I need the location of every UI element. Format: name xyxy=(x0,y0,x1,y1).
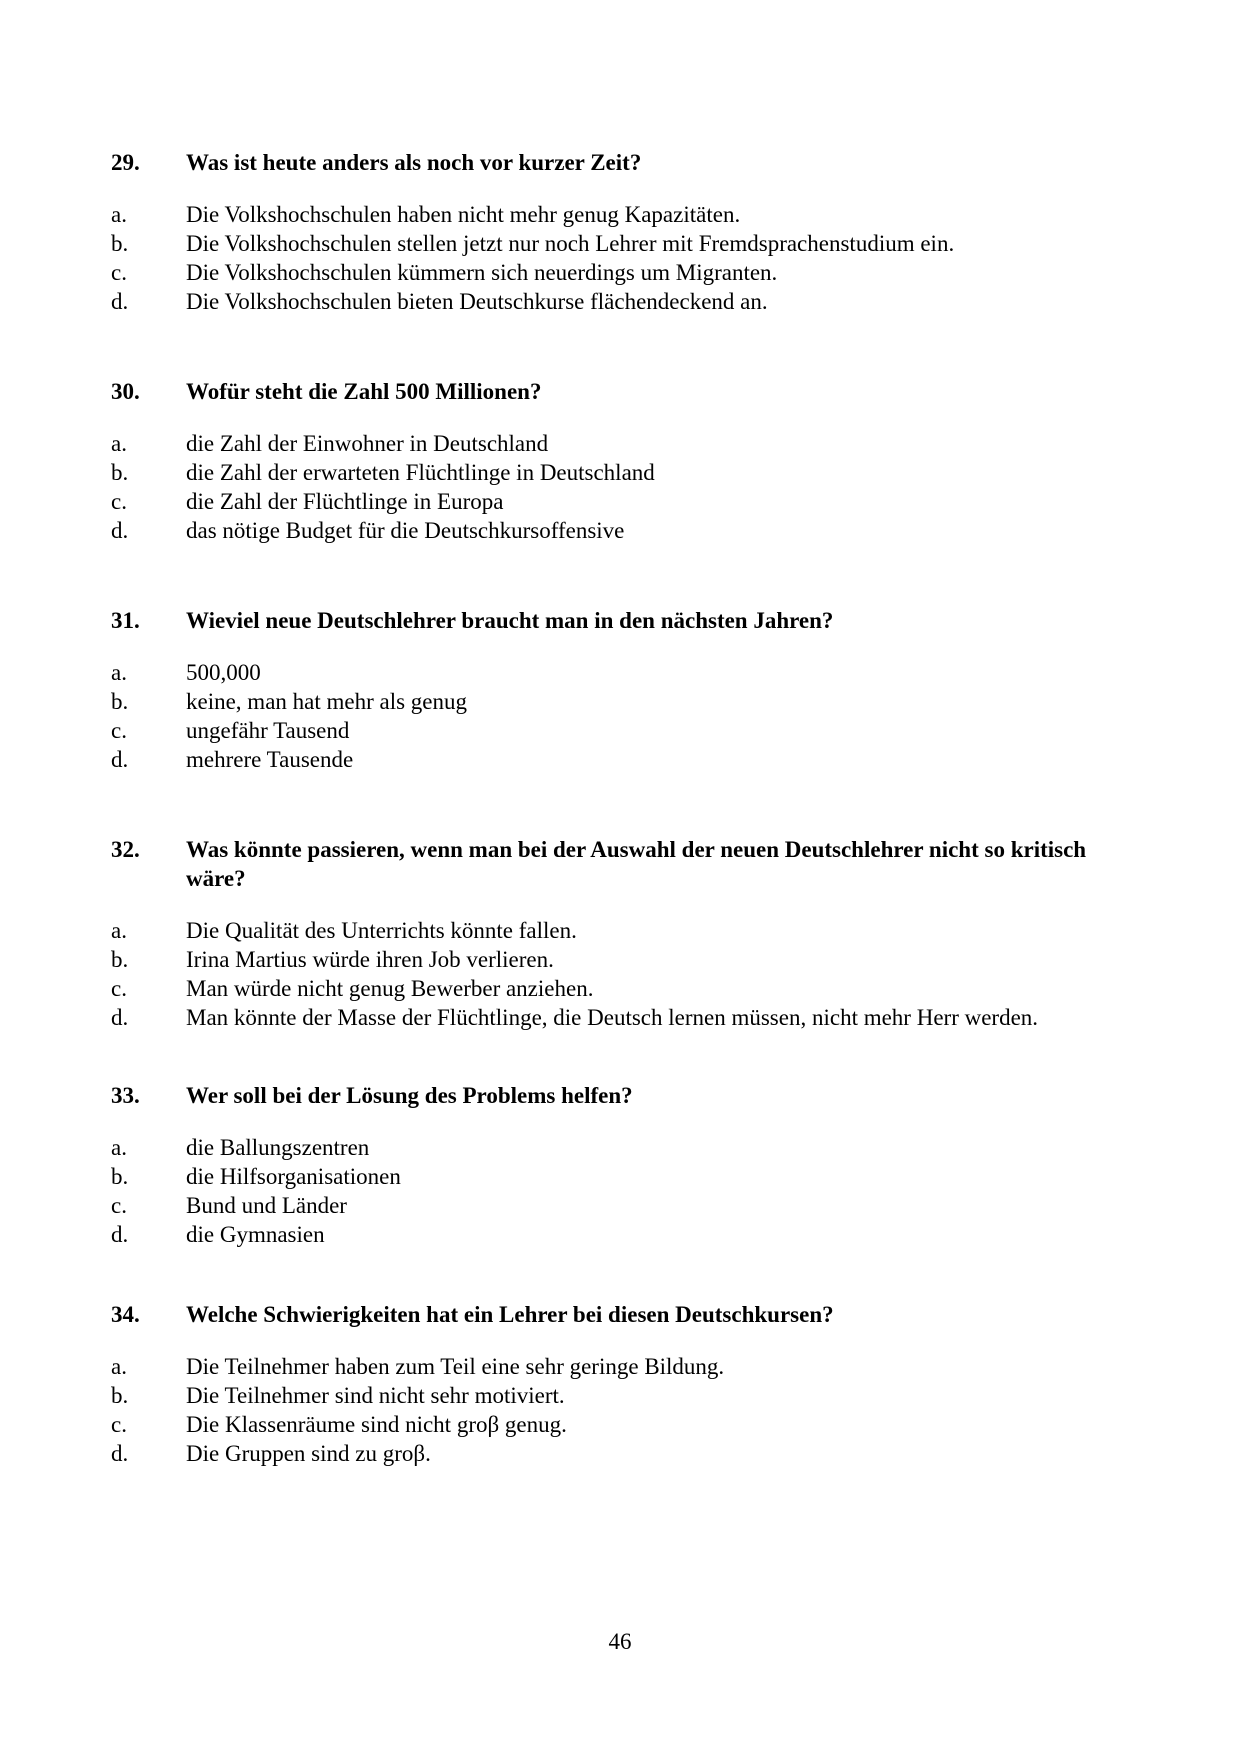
option-letter: a. xyxy=(111,660,127,685)
option-d xyxy=(0,1439,1240,1468)
option-letter: d. xyxy=(111,747,129,772)
question-32 xyxy=(0,835,1240,1032)
option-letter: a. xyxy=(111,918,127,943)
option-text: die Hilfsorganisationen xyxy=(186,1164,401,1189)
option-d xyxy=(0,745,1240,774)
question-34 xyxy=(0,1300,1240,1468)
option-text: Die Volkshochschulen stellen jetzt nur noch Lehrer mit Fremdsprachenstudium ein. xyxy=(186,231,955,256)
page-number: 46 xyxy=(608,1629,632,1654)
option-letter: c. xyxy=(111,976,127,1001)
option-c xyxy=(0,1191,1240,1220)
question-heading xyxy=(0,377,1240,406)
option-list xyxy=(0,200,1240,316)
option-letter: a. xyxy=(111,202,127,227)
question-heading xyxy=(0,835,1240,893)
question-number: 33. xyxy=(111,1083,140,1108)
question-number: 34. xyxy=(111,1302,140,1327)
option-letter: c. xyxy=(111,1412,127,1437)
option-letter: d. xyxy=(111,289,129,314)
question-text: Wer soll bei der Lösung des Problems helfen? xyxy=(186,1083,633,1108)
option-c xyxy=(0,1410,1240,1439)
option-list xyxy=(0,1352,1240,1468)
option-b xyxy=(0,1162,1240,1191)
option-text: Man würde nicht genug Bewerber anziehen. xyxy=(186,976,594,1001)
option-list xyxy=(0,429,1240,545)
option-text: Man könnte der Masse der Flüchtlinge, die Deutsch lernen müssen, nicht mehr Herr werden. xyxy=(186,1005,1039,1030)
option-a xyxy=(0,200,1240,229)
question-text: Wofür steht die Zahl 500 Millionen? xyxy=(186,379,542,404)
option-text: ungefähr Tausend xyxy=(186,718,350,743)
question-heading xyxy=(0,1081,1240,1110)
option-text: Die Volkshochschulen kümmern sich neuerdings um Migranten. xyxy=(186,260,778,285)
option-letter: d. xyxy=(111,518,129,543)
option-text: Die Volkshochschulen haben nicht mehr genug Kapazitäten. xyxy=(186,202,741,227)
option-d xyxy=(0,287,1240,316)
option-text: keine, man hat mehr als genug xyxy=(186,689,468,714)
option-letter: a. xyxy=(111,1135,127,1160)
option-letter: c. xyxy=(111,260,127,285)
option-text: mehrere Tausende xyxy=(186,747,354,772)
option-list xyxy=(0,658,1240,774)
option-text: Die Klassenräume sind nicht groβ genug. xyxy=(186,1412,567,1437)
option-letter: d. xyxy=(111,1222,129,1247)
option-a xyxy=(0,1133,1240,1162)
option-letter: d. xyxy=(111,1441,129,1466)
option-letter: c. xyxy=(111,489,127,514)
option-letter: a. xyxy=(111,431,127,456)
option-b xyxy=(0,945,1240,974)
option-text: die Zahl der erwarteten Flüchtlinge in Deutschland xyxy=(186,460,655,485)
option-letter: b. xyxy=(111,460,129,485)
question-text: Was könnte passieren, wenn man bei der Auswahl der neuen Deutschlehrer nicht so kritisch wäre? xyxy=(186,837,1087,891)
option-letter: d. xyxy=(111,1005,129,1030)
question-33 xyxy=(0,1081,1240,1249)
option-c xyxy=(0,974,1240,1003)
option-text: die Zahl der Einwohner in Deutschland xyxy=(186,431,549,456)
option-text: 500,000 xyxy=(186,660,261,685)
option-d xyxy=(0,1220,1240,1249)
option-c xyxy=(0,716,1240,745)
option-a xyxy=(0,429,1240,458)
question-number: 32. xyxy=(111,837,140,862)
option-c xyxy=(0,258,1240,287)
option-b xyxy=(0,458,1240,487)
option-text: Bund und Länder xyxy=(186,1193,347,1218)
option-letter: a. xyxy=(111,1354,127,1379)
option-letter: b. xyxy=(111,1164,129,1189)
question-heading xyxy=(0,1300,1240,1329)
question-heading xyxy=(0,148,1240,177)
question-text: Wieviel neue Deutschlehrer braucht man in den nächsten Jahren? xyxy=(186,608,834,633)
question-31 xyxy=(0,606,1240,774)
option-d xyxy=(0,1003,1240,1032)
option-letter: c. xyxy=(111,718,127,743)
question-text: Welche Schwierigkeiten hat ein Lehrer bei diesen Deutschkursen? xyxy=(186,1302,834,1327)
option-text: Die Teilnehmer haben zum Teil eine sehr geringe Bildung. xyxy=(186,1354,725,1379)
option-text: Irina Martius würde ihren Job verlieren. xyxy=(186,947,554,972)
option-text: die Zahl der Flüchtlinge in Europa xyxy=(186,489,504,514)
option-letter: c. xyxy=(111,1193,127,1218)
option-text: die Gymnasien xyxy=(186,1222,325,1247)
option-list xyxy=(0,1133,1240,1249)
option-letter: b. xyxy=(111,947,129,972)
option-b xyxy=(0,687,1240,716)
option-text: Die Volkshochschulen bieten Deutschkurse flächendeckend an. xyxy=(186,289,768,314)
question-30 xyxy=(0,377,1240,545)
option-letter: b. xyxy=(111,231,129,256)
option-d xyxy=(0,516,1240,545)
option-text: Die Gruppen sind zu groβ. xyxy=(186,1441,431,1466)
question-text: Was ist heute anders als noch vor kurzer Zeit? xyxy=(186,150,642,175)
option-b xyxy=(0,1381,1240,1410)
option-letter: b. xyxy=(111,689,129,714)
option-a xyxy=(0,658,1240,687)
option-a xyxy=(0,1352,1240,1381)
option-c xyxy=(0,487,1240,516)
option-letter: b. xyxy=(111,1383,129,1408)
option-text: das nötige Budget für die Deutschkursoffensive xyxy=(186,518,625,543)
question-29 xyxy=(0,148,1240,316)
option-text: Die Qualität des Unterrichts könnte fallen. xyxy=(186,918,577,943)
option-a xyxy=(0,916,1240,945)
option-text: die Ballungszentren xyxy=(186,1135,370,1160)
question-number: 29. xyxy=(111,150,140,175)
question-heading xyxy=(0,606,1240,635)
option-list xyxy=(0,916,1240,1032)
option-b xyxy=(0,229,1240,258)
option-text: Die Teilnehmer sind nicht sehr motiviert. xyxy=(186,1383,565,1408)
question-number: 31. xyxy=(111,608,140,633)
question-number: 30. xyxy=(111,379,140,404)
